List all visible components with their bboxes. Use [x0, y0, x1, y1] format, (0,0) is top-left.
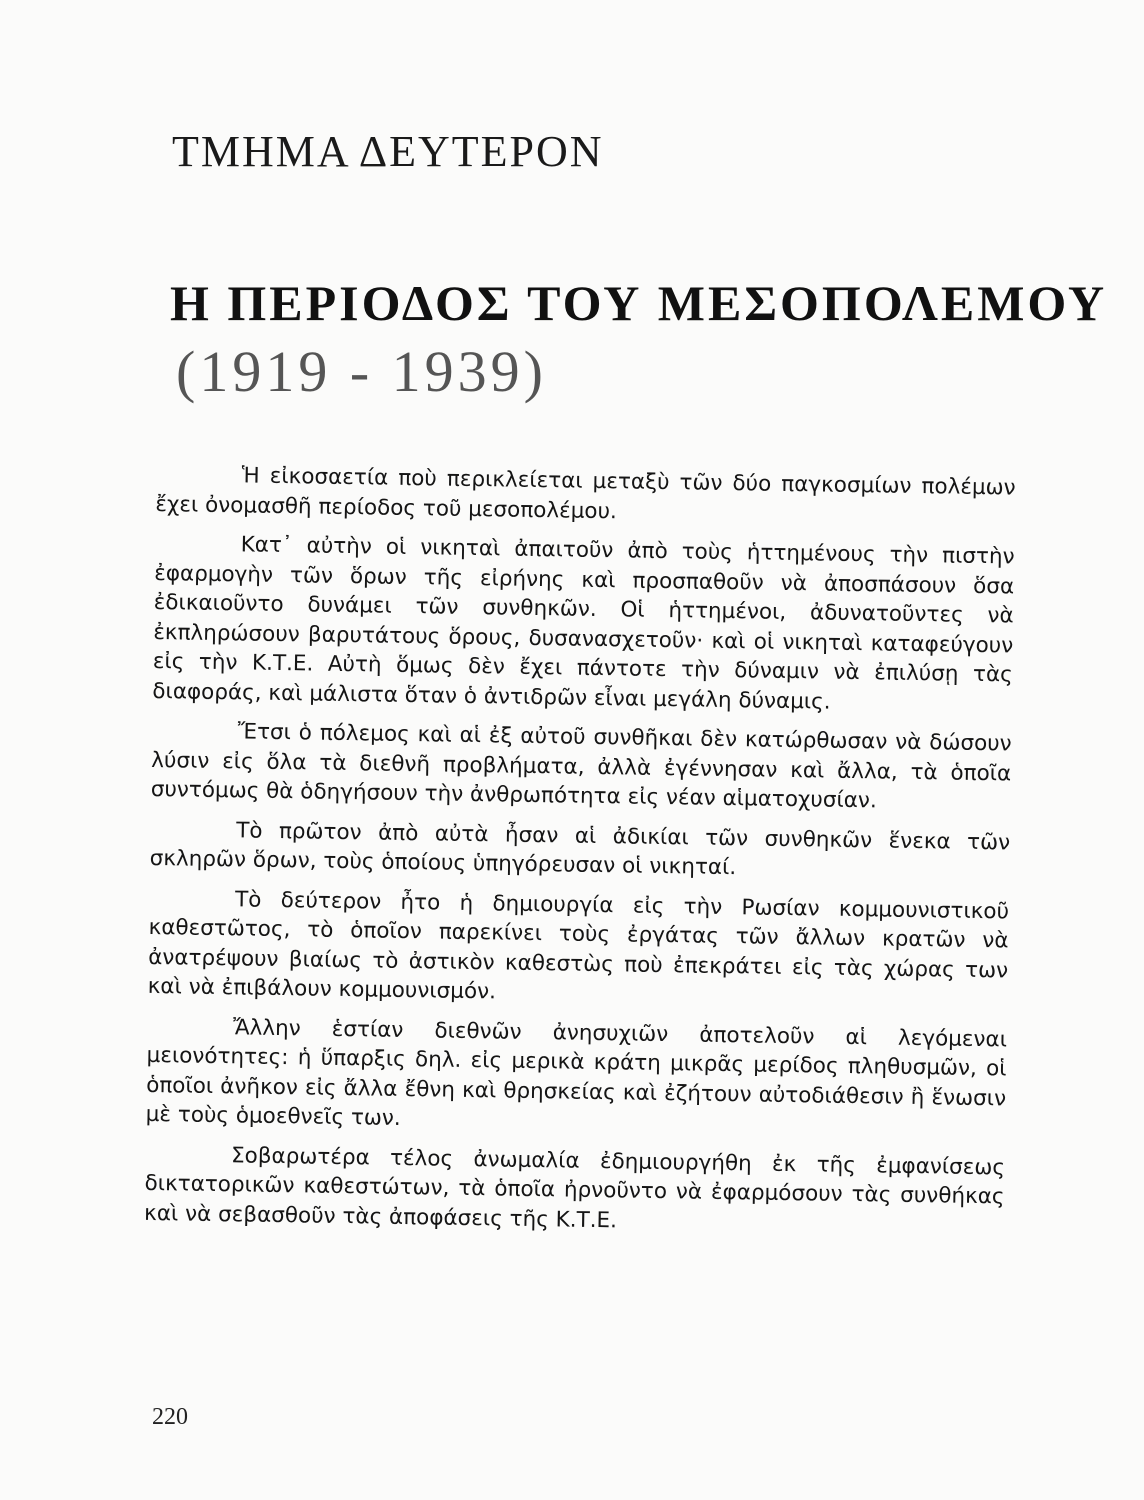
paragraph: Ἡ εἰκοσαετία ποὺ περικλείεται μεταξὺ τῶν δύο παγκοσμίων πολέμων ἔχει ὀνομασθῆ περίοδος τοῦ μεσοπολέμου.	[155, 463, 1016, 524]
section-label: ΤΜΗΜΑ ΔΕΥΤΕΡΟΝ	[172, 127, 604, 176]
paragraph: Τὸ δεύτερον ἦτο ἡ δημιουργία εἰς τὴν Ρωσίαν κομμουνιστικοῦ καθεστῶτος, τὸ ὁποῖον παρεκίνει τοὺς ἐργάτας τῶν ἄλλων κρατῶν νὰ ἀνατρέψουν βιαίως τὸ ἀστικὸν καθεστὼς ποὺ ἐπεκράτει εἰς τὰς χώρας των καὶ νὰ ἐπιβάλουν κομμουνισμόν.	[147, 886, 1010, 1005]
page-number: 220	[152, 1404, 188, 1430]
paragraph: Σοβαρωτέρα τέλος ἀνωμαλία ἐδημιουργήθη ἐκ τῆς ἐμφανίσεως δικτατορικῶν καθεστώτων, τὰ ὁποῖα ἠρνοῦντο νὰ ἐφαρμόσουν τὰς συνθήκας καὶ νὰ σεβασθοῦν τὰς ἀποφάσεις τῆς Κ.Τ.Ε.	[143, 1142, 1006, 1233]
paragraph: Ἔτσι ὁ πόλεμος καὶ αἱ ἐξ αὐτοῦ συνθῆκαι δὲν κατώρθωσαν νὰ δώσουν λύσιν εἰς ὅλα τὰ διεθνῆ προβλήματα, ἀλλὰ ἐγέννησαν καὶ ἄλλα, τὰ ὁποῖα συντόμως θὰ ὁδηγήσουν τὴν ἀνθρωπότητα εἰς νέαν αἱματοχυσίαν.	[150, 719, 1012, 814]
chapter-years: (1919 - 1939)	[176, 339, 547, 404]
chapter-title: Η ΠΕΡΙΟΔΟΣ ΤΟΥ ΜΕΣΟΠΟΛΕΜΟΥ	[170, 275, 1108, 331]
paragraph: Τὸ πρῶτον ἀπὸ αὐτὰ ἦσαν αἱ ἀδικίαι τῶν συνθηκῶν ἕνεκα τῶν σκληρῶν ὅρων, τοὺς ὁποίους ὑπηγόρευσαν οἱ νικηταί.	[149, 817, 1011, 881]
body-text	[144, 460, 1016, 1251]
paragraph: Ἄλλην ἑστίαν διεθνῶν ἀνησυχιῶν ἀποτελοῦν αἱ λεγόμεναι μειονότητες: ἡ ὕπαρξις δηλ. εἰς μερικὰ κράτη μικρᾶς μερίδος πληθυσμῶν, οἱ ὁποῖοι ἀνῆκον εἰς ἄλλα ἔθνη καὶ θρησκείας καὶ ἐζήτουν αὐτοδιάθεσιν ἢ ἕνωσιν μὲ τοὺς ὁμοεθνεῖς των.	[145, 1014, 1008, 1131]
paragraph: Κατ᾿ αὐτὴν οἱ νικηταὶ ἀπαιτοῦν ἀπὸ τοὺς ἡττημένους τὴν πιστὴν ἐφαρμογὴν τῶν ὅρων τῆς εἰρήνης καὶ προσπαθοῦν νὰ ἀποσπάσουν ὅσα ἐδικαιοῦντο δυνάμει τῶν συνθηκῶν. Οἱ ἡττημένοι, ἀδυνατοῦντες νὰ ἐκπληρώσουν βαρυτάτους ὅρους, δυσανασχετοῦν· καὶ οἱ νικηταὶ καταφεύγουν εἰς τὴν Κ.Τ.Ε. Αὐτὴ ὅμως δὲν ἔχει πάντοτε τὴν δύναμιν νὰ ἐπιλύσῃ τὰς διαφοράς, καὶ μάλιστα ὅταν ὁ ἀντιδρῶν εἶναι μεγάλη δύναμις.	[152, 532, 1015, 715]
